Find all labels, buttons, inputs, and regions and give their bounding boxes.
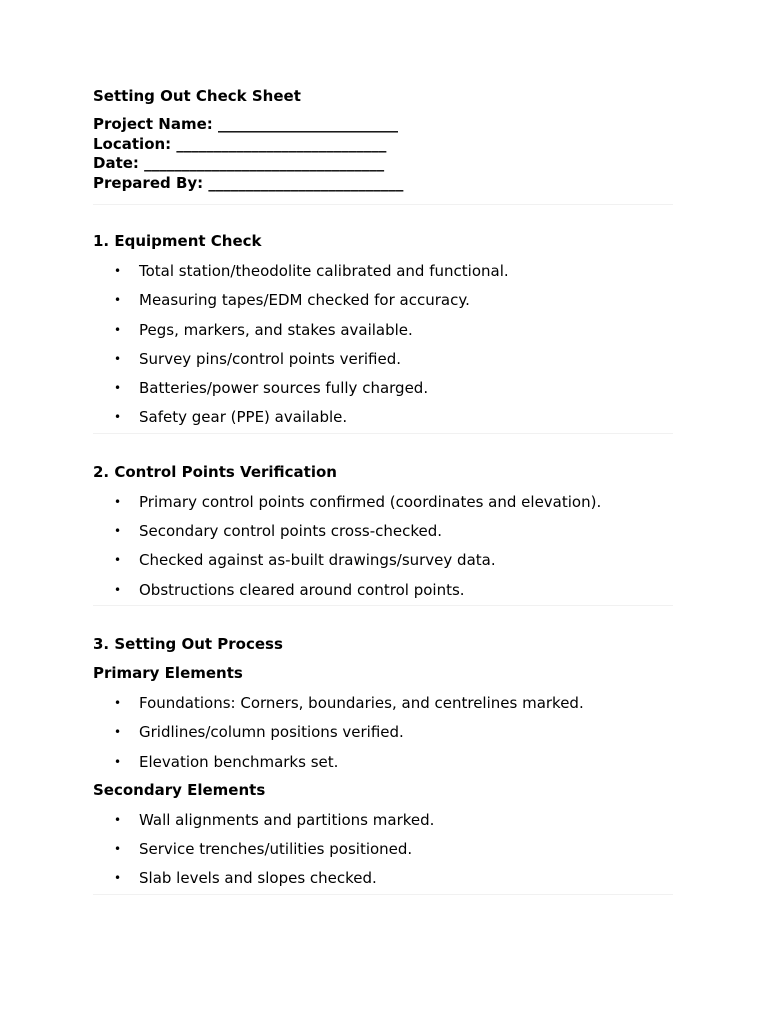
list-item [93,868,673,897]
equipment-checklist [93,261,673,437]
location-field: Location: ____________________________ [93,134,387,153]
list-item-text: Pegs, markers, and stakes available. [139,320,413,339]
list-item-text: Total station/theodolite calibrated and functional. [139,262,509,280]
list-item-text: Gridlines/column positions verified. [139,723,404,742]
bullet-icon: • [114,582,122,597]
list-item [93,693,673,722]
list-item-text: Batteries/power sources fully charged. [139,379,429,398]
bullet-icon: • [114,494,122,509]
subheading-primary-elements: Primary Elements [93,663,243,682]
bullet-icon: • [114,351,122,366]
list-item [93,722,673,751]
project-name-field: Project Name: ________________________ [93,115,398,133]
bullet-icon: • [114,264,122,278]
bullet-icon: • [114,812,122,827]
bullet-icon: • [114,695,122,710]
primary-elements-checklist [93,693,673,781]
date-field: Date: ________________________________ [93,154,385,172]
list-item-text: Foundations: Corners, boundaries, and centrelines marked. [139,693,584,712]
document-title: Setting Out Check Sheet [93,87,301,105]
bullet-icon: • [114,322,122,337]
list-item [93,752,673,781]
list-item-text: Survey pins/control points verified. [139,349,402,368]
list-item [93,378,673,407]
bullet-icon: • [114,725,122,740]
section-heading-equipment: 1. Equipment Check [93,232,262,250]
bullet-icon: • [114,293,122,308]
list-item-text: Wall alignments and partitions marked. [139,810,435,829]
list-item [93,810,673,839]
bullet-icon: • [114,410,122,425]
document-page [93,86,673,895]
list-item-text: Obstructions cleared around control points. [139,580,465,599]
list-item [93,407,673,436]
list-item-text: Safety gear (PPE) available. [139,408,348,427]
list-item-text: Slab levels and slopes checked. [139,869,377,888]
section-divider [93,204,673,205]
bullet-icon: • [114,754,122,769]
bullet-icon: • [114,842,122,857]
bullet-icon: • [114,553,122,568]
list-item-text: Service trenches/utilities positioned. [139,840,413,859]
list-item-text: Secondary control points cross-checked. [139,522,443,541]
list-item-text: Elevation benchmarks set. [139,752,339,771]
list-item-text: Primary control points confirmed (coordinates and elevation). [139,492,602,511]
list-item [93,839,673,868]
list-item-text: Checked against as-built drawings/survey data. [139,551,496,570]
prepared-by-field: Prepared By: __________________________ [93,173,404,192]
list-item [93,261,673,290]
subheading-secondary-elements: Secondary Elements [93,780,266,799]
bullet-icon: • [114,871,122,886]
section-heading-setting-out-process: 3. Setting Out Process [93,634,283,653]
list-item [93,580,673,609]
secondary-elements-checklist [93,810,673,898]
list-item [93,320,673,349]
list-item [93,290,673,319]
section-heading-control-points: 2. Control Points Verification [93,462,337,481]
bullet-icon: • [114,381,122,396]
list-item-text: Measuring tapes/EDM checked for accuracy. [139,291,470,310]
list-item [93,521,673,550]
list-item [93,349,673,378]
list-item [93,550,673,579]
list-item [93,492,673,521]
control-points-checklist [93,492,673,609]
header-fields [93,115,673,193]
bullet-icon: • [114,524,122,539]
